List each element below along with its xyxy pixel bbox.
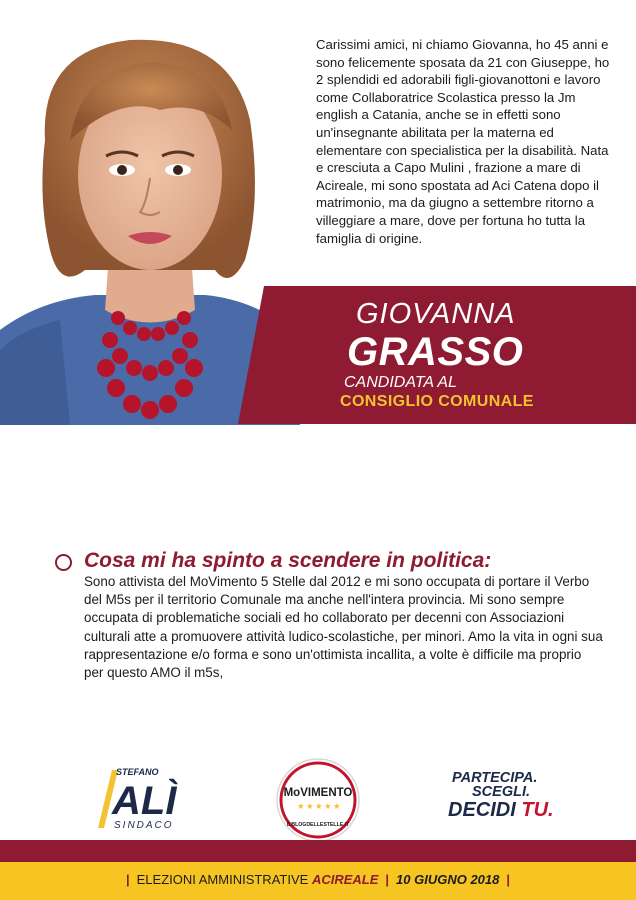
footer-date: 10 GIUGNO 2018 — [396, 872, 500, 887]
slogan-line1: PARTECIPA. — [452, 770, 538, 786]
candidate-role-line1: CANDIDATA AL — [344, 374, 457, 391]
slogan-line3-b: TU. — [521, 799, 554, 821]
slogan-line2: SCEGLI. — [472, 784, 531, 800]
five-stars-icon — [297, 802, 341, 812]
candidate-bio: Carissimi amici, ni chiamo Giovanna, ho 45 anni e sono felicemente sposata da 21 con Giuseppe, ho 2 splendidi ed adorabili figli-giovanottoni e lavoro come Collaboratrice Scolastica presso la Jm english a Catania, anche se in effetti sono un'insegnante abilitata per la materna ed elementare con specialistica per la disabilità. Nata e cresciuta a Capo Mulini , frazione a mare di Acireale, mi sono spostata ad Aci Catena dopo il matrimonio, ma da giugno a settembre ritorno a villeggiare a mare, dove per fortuna ho tutta la famiglia di origine. — [316, 37, 610, 246]
svg-text:★: ★ — [306, 802, 314, 812]
candidate-role-line2: CONSIGLIO COMUNALE — [340, 393, 534, 410]
ali-logo-name: ALÌ — [112, 779, 177, 823]
slogan — [436, 770, 586, 822]
section-body: Sono attivista del MoVimento 5 Stelle dal 2012 e mi sono occupata di portare il Verbo del M5s per il territorio Comunale ma anche nell'intera provincia. Mi sono sempre occupata di problematiche sociali ed ho collaborato per decenni con Associazioni culturali atte a promuovere attività ludico-scolastiche, per minori. Amo la vita in ogni sua rappresentazione e/o forma e sono un'ottimista incallita, a volte è difficile ma proprio per questo AMO il m5s, — [84, 574, 603, 681]
footer-text — [0, 872, 636, 887]
section-title: Cosa mi ha spinto a scendere in politica: — [84, 549, 492, 572]
ali-sindaco-logo — [90, 764, 180, 832]
svg-text:★: ★ — [333, 802, 341, 812]
svg-text:★: ★ — [297, 802, 305, 812]
circle-bullet-icon — [55, 554, 72, 571]
movimento-5-stelle-logo — [276, 758, 360, 842]
footer-label: ELEZIONI AMMINISTRATIVE — [136, 872, 309, 887]
m5s-logo-word: MoVIMENTO — [283, 787, 353, 799]
footer-red-band — [0, 840, 636, 862]
m5s-logo-url: ILBLOGDELLESTELLE.IT — [286, 822, 350, 828]
footer-separator: | — [506, 872, 510, 887]
svg-text:★: ★ — [324, 802, 332, 812]
candidate-last-name: GRASSO — [347, 330, 524, 374]
candidate-first-name: GIOVANNA — [356, 298, 516, 330]
footer-separator: | — [125, 872, 130, 887]
svg-text:★: ★ — [315, 802, 323, 812]
footer-city: ACIREALE — [311, 872, 379, 887]
ali-logo-bottom: SINDACO — [114, 820, 174, 831]
slogan-line3-a: DECIDI — [448, 799, 516, 821]
footer-separator: | — [385, 872, 390, 887]
slogan-line3 — [448, 799, 586, 822]
ali-logo-top: STEFANO — [116, 767, 159, 777]
